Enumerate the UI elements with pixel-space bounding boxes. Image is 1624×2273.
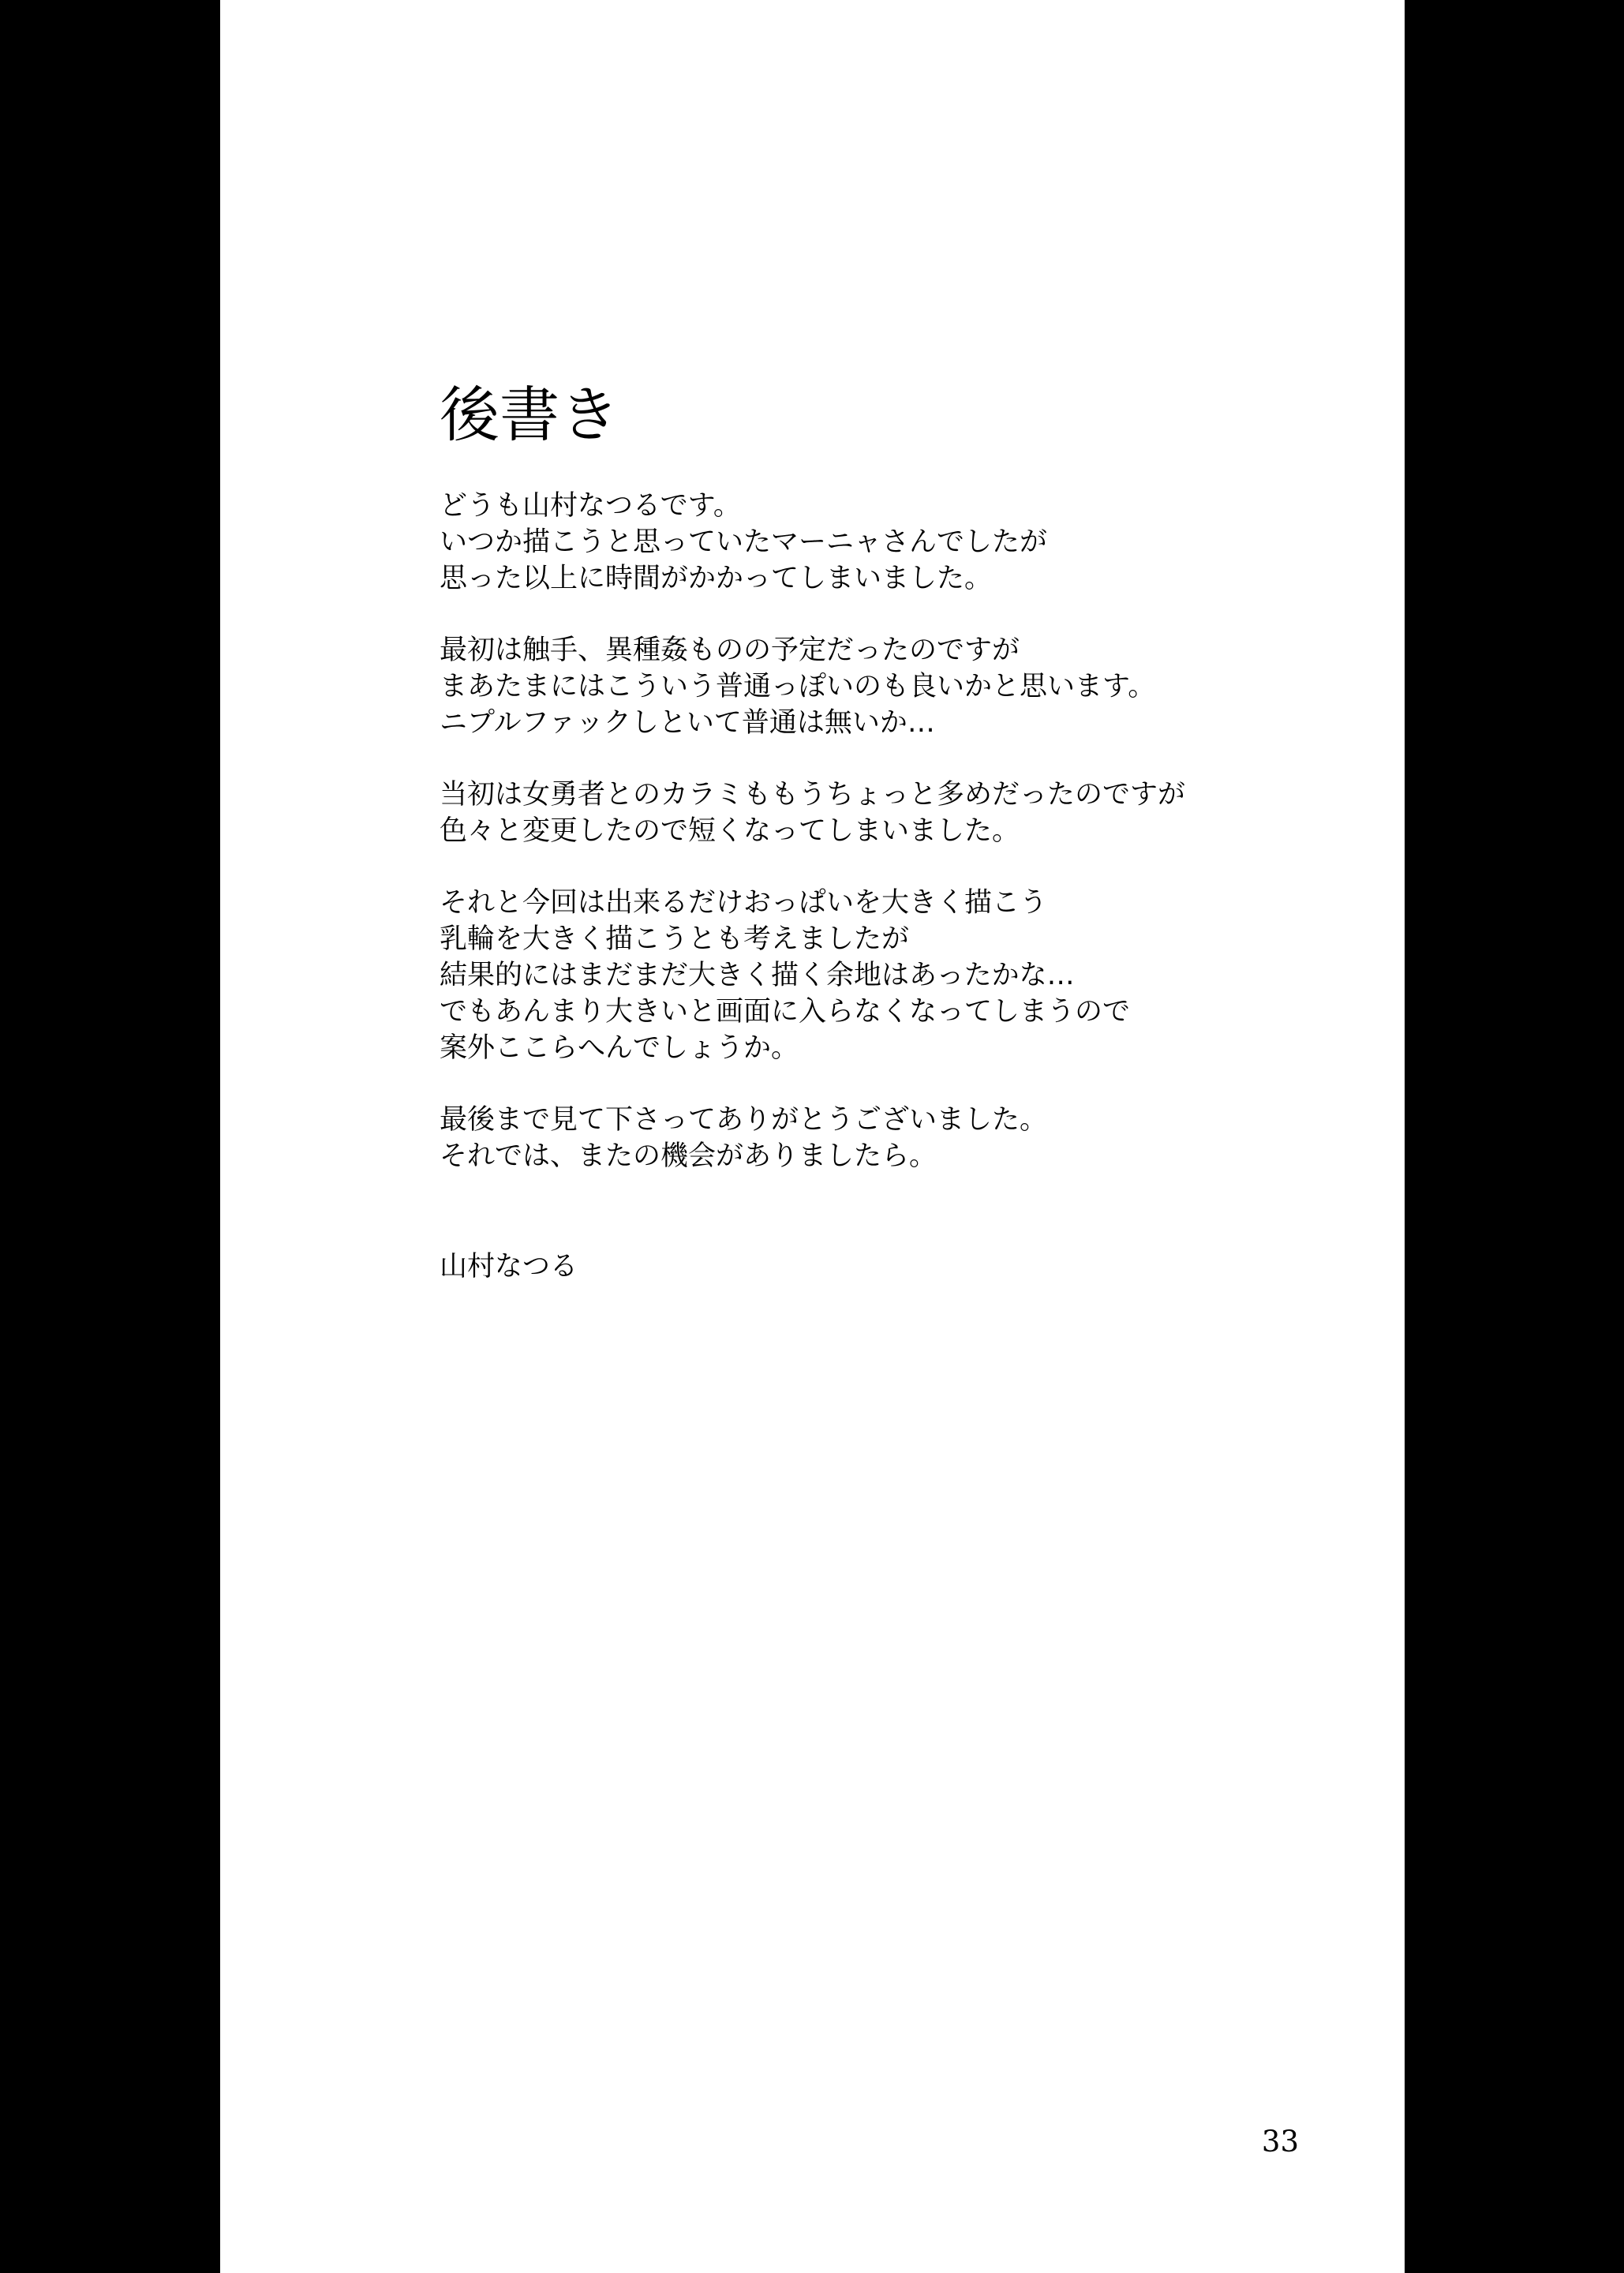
afterword-text-block <box>440 377 1355 1285</box>
text-line: 色々と変更したので短くなってしまいました。 <box>440 815 1020 847</box>
paragraph <box>440 488 1355 597</box>
text-line: 最初は触手、異種姦ものの予定だったのですが <box>440 635 1020 666</box>
paragraph <box>440 777 1355 849</box>
text-line: まあたまにはこういう普通っぽいのも良いかと思います。 <box>440 671 1156 702</box>
text-line: 最後まで見て下さってありがとうございました。 <box>440 1104 1048 1136</box>
paragraph <box>440 632 1355 741</box>
text-line: いつか描こうと思っていたマーニャさんでしたが <box>440 526 1048 558</box>
text-line: それと今回は出来るだけおっぱいを大きく描こう <box>440 887 1048 919</box>
text-line: どうも山村なつるです。 <box>440 490 741 522</box>
page-number: 33 <box>1261 2125 1299 2159</box>
text-line: 結果的にはまだまだ大きく描く余地はあったかな… <box>440 960 1075 991</box>
text-line: ニプルファックしといて普通は無いか… <box>440 707 935 739</box>
paragraph <box>440 885 1355 1066</box>
text-line: 思った以上に時間がかかってしまいました。 <box>440 563 993 594</box>
page-title: 後書き <box>440 380 619 450</box>
text-line: 乳輪を大きく描こうとも考えましたが <box>440 923 910 955</box>
author-signature: 山村なつる <box>440 1251 578 1283</box>
paragraph <box>440 1102 1355 1174</box>
document-page <box>220 0 1405 2273</box>
text-line: 当初は女勇者とのカラミももうちょっと多めだったのですが <box>440 779 1186 811</box>
text-line: でもあんまり大きいと画面に入らなくなってしまうので <box>440 996 1131 1028</box>
text-line: それでは、またの機会がありましたら。 <box>440 1140 937 1172</box>
text-line: 案外ここらへんでしょうか。 <box>440 1032 799 1064</box>
